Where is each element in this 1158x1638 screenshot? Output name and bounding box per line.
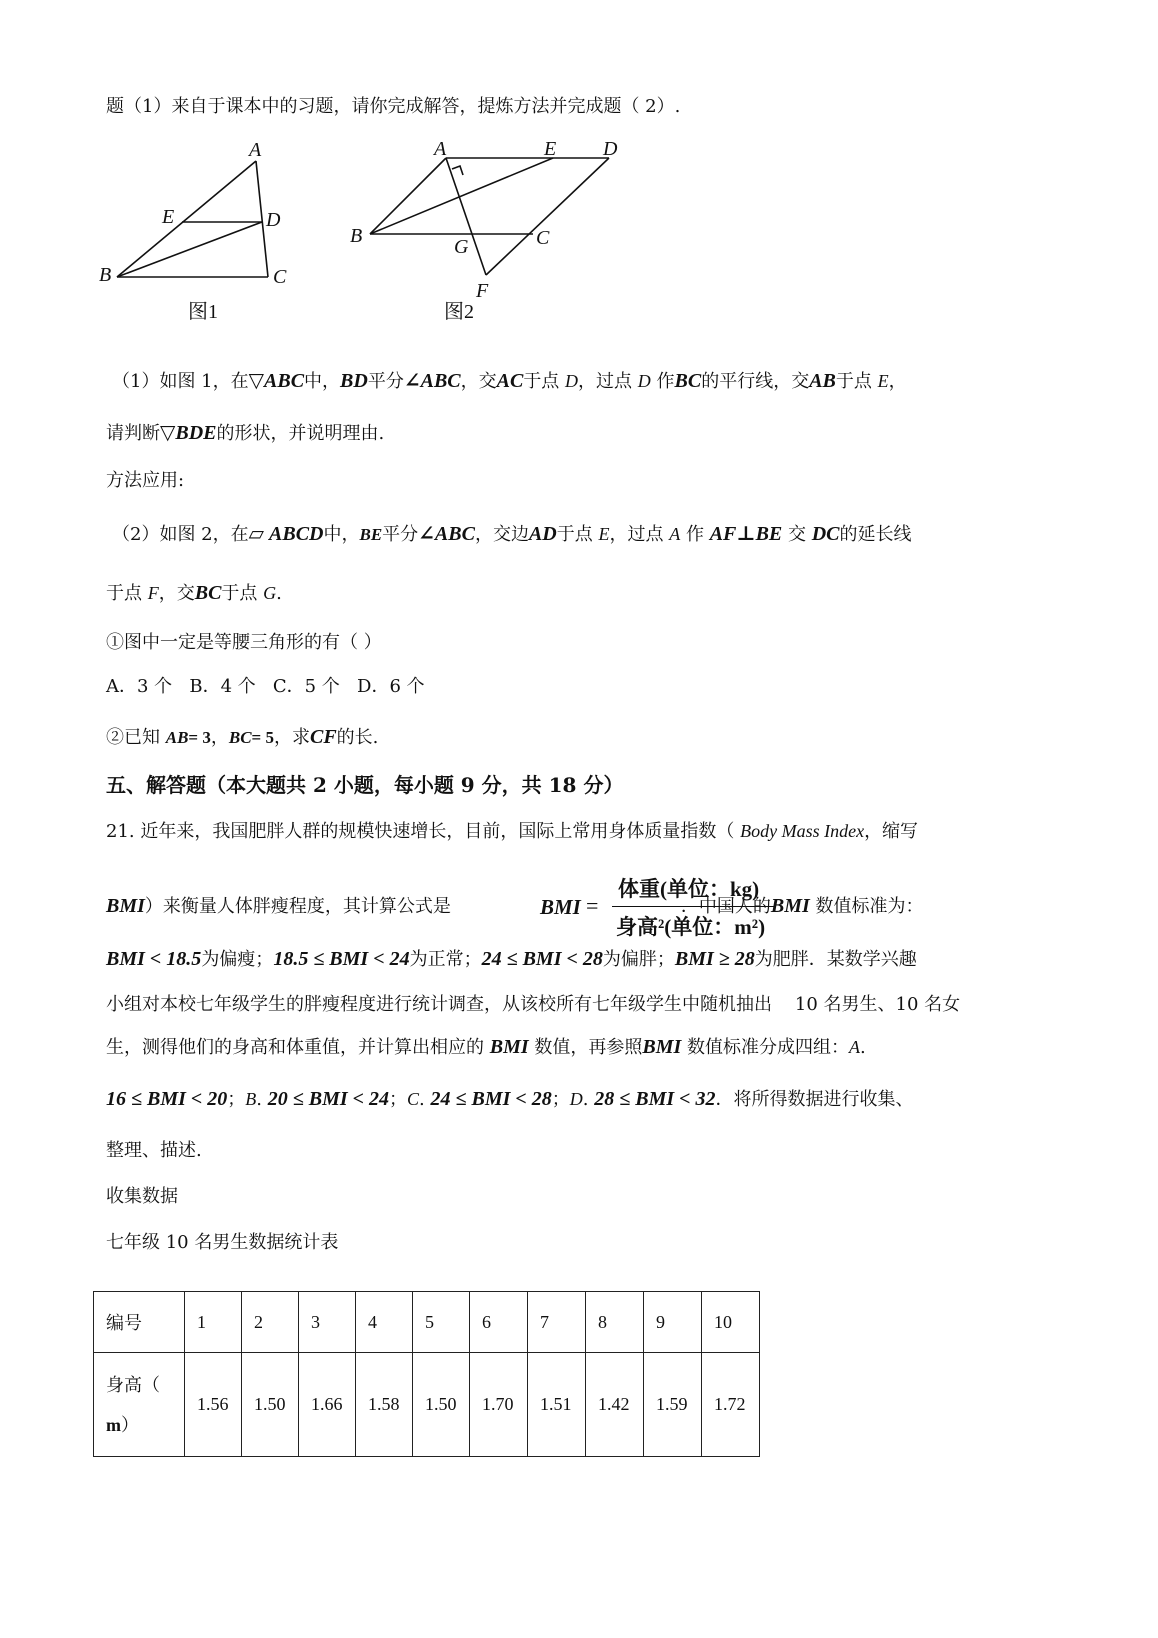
table-id-cell: 10 [702,1292,760,1353]
intro-text: 题（1）来自于课本中的习题，请你完成解答，提炼方法并完成题（ 2）. [106,96,681,117]
table-id-cell: 7 [528,1292,586,1353]
fig1-label-C: C [273,266,287,288]
fig2-right-angle-mark [452,166,463,175]
fig2-label-F: F [476,280,489,302]
table-id-cell: 8 [586,1292,644,1353]
table-height-cell: 1.58 [356,1353,413,1457]
fig2-label-B: B [350,225,363,247]
q21-line-7: 整理、描述. [106,1140,202,1161]
figure-1 [96,140,306,330]
table-id-cell: 9 [644,1292,702,1353]
q21-line-6: 16 ≤ BMI < 20；B. 20 ≤ BMI < 24；C. 24 ≤ BMI < 28；D. 28 ≤ BMI < 32．将所得数据进行收集、 [106,1088,914,1110]
section-5-heading: 五、解答题（本大题共 2 小题，每小题 9 分，共 18 分） [106,773,624,797]
fig2-label-C: C [536,227,550,249]
collect-data-label: 收集数据 [106,1186,178,1207]
table-height-cell: 1.59 [644,1353,702,1457]
fig1-segment-BD [117,222,262,277]
q1-line-1: （1）如图 1，在▽ABC中，BD平分∠ABC，交AC于点 D，过点 D 作BC的平行线，交AB于点 E， [112,370,907,392]
fig1-caption: 图1 [188,301,218,323]
height-table [93,1291,760,1457]
fig1-label-D: D [266,209,281,231]
table-height-cell: 1.50 [413,1353,470,1457]
q21-line-2: BMI）来衡量人体胖瘦程度，其计算公式是 ．中国人的BMI 数值标准为： [106,895,924,917]
table-height-cell: 1.66 [299,1353,356,1457]
table-title: 七年级 10 名男生数据统计表 [106,1232,339,1253]
table-id-cell: 1 [185,1292,242,1353]
q21-line-3: BMI < 18.5为偏瘦；18.5 ≤ BMI < 24为正常；24 ≤ BMI < 28为偏胖；BMI ≥ 28为肥胖．某数学兴趣 [106,948,917,970]
q21-line-1: 21. 近年来，我国肥胖人群的规模快速增长，目前，国际上常用身体质量指数（ Body Mass Index，缩写 [106,821,919,842]
method-label: 方法应用: [106,470,185,491]
table-header-row [94,1292,760,1353]
q2-line-1: （2）如图 2，在▱ ABCD中，BE平分∠ABC，交边AD于点 E，过点 A 作 AF⊥BE 交 DC的延长线 [112,523,912,545]
fig2-label-D: D [603,140,618,160]
bmi-formula: BMI = 体重(单位：kg) 身高²(单位：m²) [540,873,780,945]
table-height-cell: 1.72 [702,1353,760,1457]
table-header-label: 编号 [94,1292,185,1353]
figure-2 [350,140,640,330]
table-row-label: 身高（ m） [94,1353,185,1457]
fig1-label-E: E [162,206,175,228]
fig2-label-G: G [454,236,469,258]
q2-sub-2: ②已知 AB= 3，BC= 5，求CF的长. [106,726,379,748]
fig2-label-E: E [544,140,557,160]
q2-sub-1: ①图中一定是等腰三角形的有（ ） [106,632,382,653]
table-id-cell: 2 [242,1292,299,1353]
fig1-segment-AB [117,161,256,277]
table-id-cell: 4 [356,1292,413,1353]
table-id-cell: 3 [299,1292,356,1353]
fig1-label-A: A [249,140,262,161]
table-id-cell: 5 [413,1292,470,1353]
fig2-label-A: A [434,140,447,160]
table-height-cell: 1.42 [586,1353,644,1457]
fig2-segment-DF [486,158,609,275]
table-height-cell: 1.51 [528,1353,586,1457]
q1-line-2: 请判断▽BDE的形状，并说明理由. [106,422,385,444]
table-id-cell: 6 [470,1292,528,1353]
q2-options: A．3 个 B．4 个 C．5 个 D．6 个 [106,676,425,697]
table-height-cell: 1.56 [185,1353,242,1457]
fig2-segment-AB [370,158,446,234]
fig1-label-B: B [99,264,112,286]
q21-line-5: 生，测得他们的身高和体重值，并计算出相应的 BMI 数值，再参照BMI 数值标准分成四组：A. [106,1036,866,1058]
q21-line-4: 小组对本校七年级学生的胖瘦程度进行统计调查，从该校所有七年级学生中随机抽出 10 名男生、10 名女 [106,994,961,1015]
fig2-caption: 图2 [444,301,474,323]
q2-line-2: 于点 F，交BC于点 G. [106,582,282,604]
table-height-row [94,1353,760,1457]
table-height-cell: 1.50 [242,1353,299,1457]
table-height-cell: 1.70 [470,1353,528,1457]
